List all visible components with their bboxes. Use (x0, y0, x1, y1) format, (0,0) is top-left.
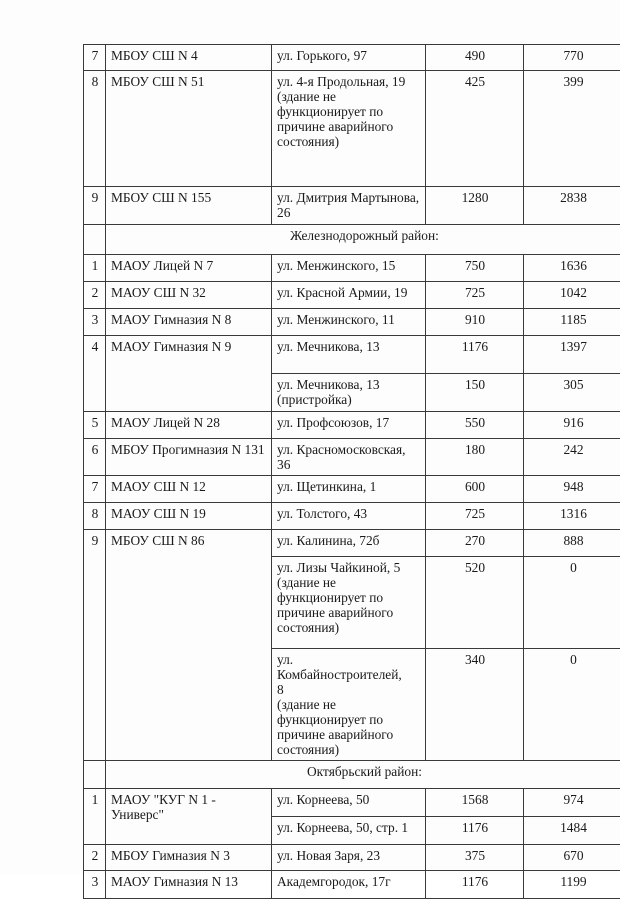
district-spacer-cell (84, 225, 106, 255)
enrollment-value: 1397 (524, 336, 620, 374)
capacity-value: 1176 (426, 336, 524, 374)
school-address-text: ул. Красномосковская, 36 (277, 442, 421, 472)
school-address (272, 412, 426, 439)
school-address-text: ул. Менжинского, 11 (277, 312, 421, 327)
district-row (84, 225, 620, 255)
school-address-text: ул. Калинина, 72б (277, 533, 421, 548)
school-name-text: МАОУ Лицей N 28 (111, 415, 267, 430)
enrollment-value: 888 (524, 530, 620, 557)
capacity-value: 490 (426, 45, 524, 71)
enrollment-value: 305 (524, 374, 620, 412)
capacity-value: 1568 (426, 789, 524, 817)
enrollment-value: 2838 (524, 187, 620, 225)
school-name (106, 255, 272, 282)
capacity-value: 1280 (426, 187, 524, 225)
row-number: 1 (84, 789, 106, 845)
enrollment-value: 916 (524, 412, 620, 439)
capacity-value: 180 (426, 439, 524, 476)
school-address (272, 871, 426, 899)
school-address-text: ул. Профсоюзов, 17 (277, 415, 421, 430)
table-row (84, 255, 620, 282)
school-name-text: МАОУ Гимназия N 8 (111, 312, 267, 327)
capacity-value: 1176 (426, 817, 524, 845)
school-name (106, 309, 272, 336)
school-address (272, 336, 426, 374)
table-row (84, 309, 620, 336)
school-name-text: МАОУ Гимназия N 13 (111, 874, 267, 889)
school-address-text: ул. Лизы Чайкиной, 5 (здание не функционирует по причине аварийного состояния) (277, 560, 421, 635)
capacity-value: 375 (426, 845, 524, 871)
school-address-text: ул. Толстого, 43 (277, 506, 421, 521)
row-number: 2 (84, 282, 106, 309)
school-address-text: ул. Новая Заря, 23 (277, 848, 421, 863)
table-row (84, 282, 620, 309)
schools-table (83, 44, 620, 899)
school-address-text: Академгородок, 17г (277, 874, 421, 889)
capacity-value: 725 (426, 503, 524, 530)
school-address (272, 476, 426, 503)
enrollment-value: 1042 (524, 282, 620, 309)
school-name-text: МБОУ СШ N 51 (111, 74, 267, 89)
school-name (106, 503, 272, 530)
school-address (272, 439, 426, 476)
school-address (272, 530, 426, 557)
capacity-value: 910 (426, 309, 524, 336)
school-name (106, 336, 272, 412)
capacity-value: 750 (426, 255, 524, 282)
district-spacer-cell (84, 761, 106, 789)
school-name-text: МАОУ СШ N 32 (111, 285, 267, 300)
school-address-text: ул. Красной Армии, 19 (277, 285, 421, 300)
school-address-text: ул. Корнеева, 50 (277, 792, 421, 807)
table-row (84, 412, 620, 439)
table-row (84, 530, 620, 557)
school-address (272, 649, 426, 761)
school-name-text: МБОУ СШ N 86 (111, 533, 267, 548)
school-address (272, 503, 426, 530)
school-address-text: ул. Комбайностроителей, 8 (здание не функционирует по причине аварийного состояния) (277, 652, 421, 757)
school-name-text: МАОУ СШ N 19 (111, 506, 267, 521)
school-address-text: ул. Горького, 97 (277, 48, 421, 63)
capacity-value: 520 (426, 557, 524, 649)
capacity-value: 270 (426, 530, 524, 557)
school-name (106, 282, 272, 309)
school-name (106, 187, 272, 225)
enrollment-value: 242 (524, 439, 620, 476)
school-name (106, 789, 272, 845)
row-number: 2 (84, 845, 106, 871)
school-address (272, 789, 426, 817)
school-name (106, 871, 272, 899)
enrollment-value: 399 (524, 71, 620, 187)
school-name (106, 71, 272, 187)
school-name-text: МАОУ Лицей N 7 (111, 258, 267, 273)
school-name-text: МБОУ СШ N 4 (111, 48, 267, 63)
school-address (272, 309, 426, 336)
table-row (84, 503, 620, 530)
school-address-text: ул. Менжинского, 15 (277, 258, 421, 273)
capacity-value: 150 (426, 374, 524, 412)
school-name-text: МБОУ СШ N 155 (111, 190, 267, 205)
enrollment-value: 670 (524, 845, 620, 871)
row-number: 1 (84, 255, 106, 282)
school-address (272, 187, 426, 225)
school-name (106, 845, 272, 871)
school-address-text: ул. 4-я Продольная, 19 (здание не функционирует по причине аварийного состояния) (277, 74, 421, 149)
enrollment-value: 1316 (524, 503, 620, 530)
school-address-text: ул. Мечникова, 13 (пристройка) (277, 377, 421, 407)
school-address (272, 255, 426, 282)
row-number: 5 (84, 412, 106, 439)
school-name-text: МАОУ СШ N 12 (111, 479, 267, 494)
school-address (272, 817, 426, 845)
school-name (106, 476, 272, 503)
table-row (84, 871, 620, 899)
table-row (84, 71, 620, 187)
enrollment-value: 1484 (524, 817, 620, 845)
capacity-value: 1176 (426, 871, 524, 899)
school-name-text: МАОУ Гимназия N 9 (111, 339, 267, 354)
school-address-text: ул. Мечникова, 13 (277, 339, 421, 354)
row-number: 8 (84, 503, 106, 530)
district-title: Железнодорожный район: (106, 225, 620, 255)
capacity-value: 600 (426, 476, 524, 503)
table-row (84, 476, 620, 503)
table-row (84, 439, 620, 476)
row-number: 3 (84, 309, 106, 336)
enrollment-value: 948 (524, 476, 620, 503)
school-name (106, 439, 272, 476)
row-number: 9 (84, 530, 106, 761)
capacity-value: 425 (426, 71, 524, 187)
row-number: 3 (84, 871, 106, 899)
school-address-text: ул. Щетинкина, 1 (277, 479, 421, 494)
school-address (272, 845, 426, 871)
row-number: 8 (84, 71, 106, 187)
capacity-value: 340 (426, 649, 524, 761)
school-name-text: МБОУ Гимназия N 3 (111, 848, 267, 863)
school-address-text: ул. Корнеева, 50, стр. 1 (277, 820, 421, 835)
row-number: 7 (84, 476, 106, 503)
school-address (272, 374, 426, 412)
table-row (84, 845, 620, 871)
district-row (84, 761, 620, 789)
table-row (84, 336, 620, 374)
enrollment-value: 1636 (524, 255, 620, 282)
school-name-text: МБОУ Прогимназия N 131 (111, 442, 267, 457)
enrollment-value: 0 (524, 557, 620, 649)
row-number: 6 (84, 439, 106, 476)
school-address (272, 557, 426, 649)
row-number: 7 (84, 45, 106, 71)
enrollment-value: 770 (524, 45, 620, 71)
capacity-value: 725 (426, 282, 524, 309)
school-address (272, 71, 426, 187)
row-number: 9 (84, 187, 106, 225)
row-number: 4 (84, 336, 106, 412)
school-address-text: ул. Дмитрия Мартынова, 26 (277, 190, 421, 220)
school-name-text: МАОУ "КУГ N 1 - Универс" (111, 792, 267, 822)
school-name (106, 45, 272, 71)
school-address (272, 282, 426, 309)
enrollment-value: 1185 (524, 309, 620, 336)
school-name (106, 412, 272, 439)
district-title: Октябрьский район: (106, 761, 620, 789)
school-name (106, 530, 272, 761)
capacity-value: 550 (426, 412, 524, 439)
enrollment-value: 974 (524, 789, 620, 817)
schools-table-body (84, 45, 620, 899)
table-row (84, 187, 620, 225)
school-address (272, 45, 426, 71)
table-row (84, 45, 620, 71)
table-row (84, 789, 620, 817)
enrollment-value: 0 (524, 649, 620, 761)
enrollment-value: 1199 (524, 871, 620, 899)
